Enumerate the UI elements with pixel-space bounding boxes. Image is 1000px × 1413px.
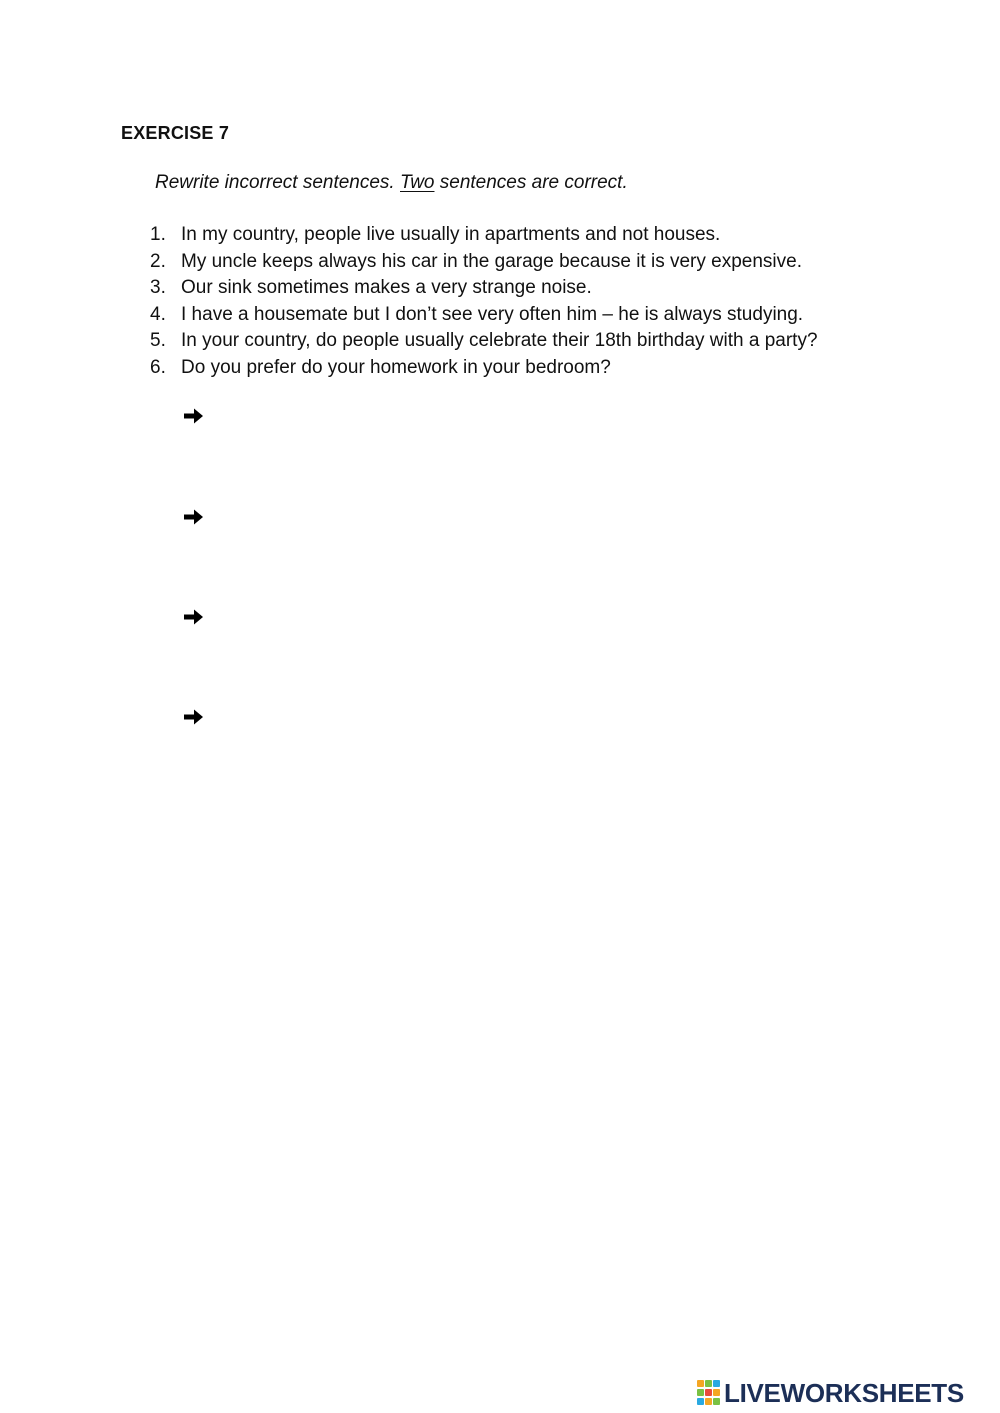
sentence-list: [150, 222, 818, 381]
item-number: 5.: [150, 330, 166, 351]
item-text: In my country, people live usually in apartments and not houses.: [181, 224, 721, 245]
arrow-right-icon: [183, 608, 205, 626]
list-item: [150, 302, 818, 329]
list-item: [150, 222, 818, 249]
instruction-text-before: Rewrite incorrect sentences.: [155, 172, 400, 193]
item-text: Do you prefer do your homework in your bedroom?: [181, 356, 611, 378]
list-item: [150, 328, 818, 355]
item-number: 6.: [150, 356, 166, 378]
item-number: 1.: [150, 224, 166, 245]
item-text: In your country, do people usually celebrate their 18th birthday with a party?: [181, 330, 818, 351]
item-text: My uncle keeps always his car in the garage because it is very expensive.: [181, 250, 802, 272]
list-item: [150, 355, 818, 382]
list-item: [150, 249, 818, 276]
exercise-title: EXERCISE 7: [121, 123, 230, 143]
instruction-underlined-word: Two: [400, 172, 435, 193]
arrow-right-icon: [183, 708, 205, 726]
liveworksheets-logo: [697, 1378, 964, 1408]
item-text: Our sink sometimes makes a very strange noise.: [181, 277, 592, 298]
list-item: [150, 275, 818, 302]
item-number: 3.: [150, 277, 166, 298]
exercise-instruction: [155, 172, 628, 194]
liveworksheets-logo-icon: [697, 1380, 721, 1406]
arrow-right-icon: [183, 407, 205, 425]
arrow-right-icon: [183, 508, 205, 526]
instruction-text-after: sentences are correct.: [434, 172, 628, 193]
logo-text: LIVEWORKSHEETS: [724, 1378, 964, 1408]
item-number: 2.: [150, 250, 166, 272]
item-number: 4.: [150, 303, 166, 325]
item-text: I have a housemate but I don’t see very often him – he is always studying.: [181, 303, 804, 325]
